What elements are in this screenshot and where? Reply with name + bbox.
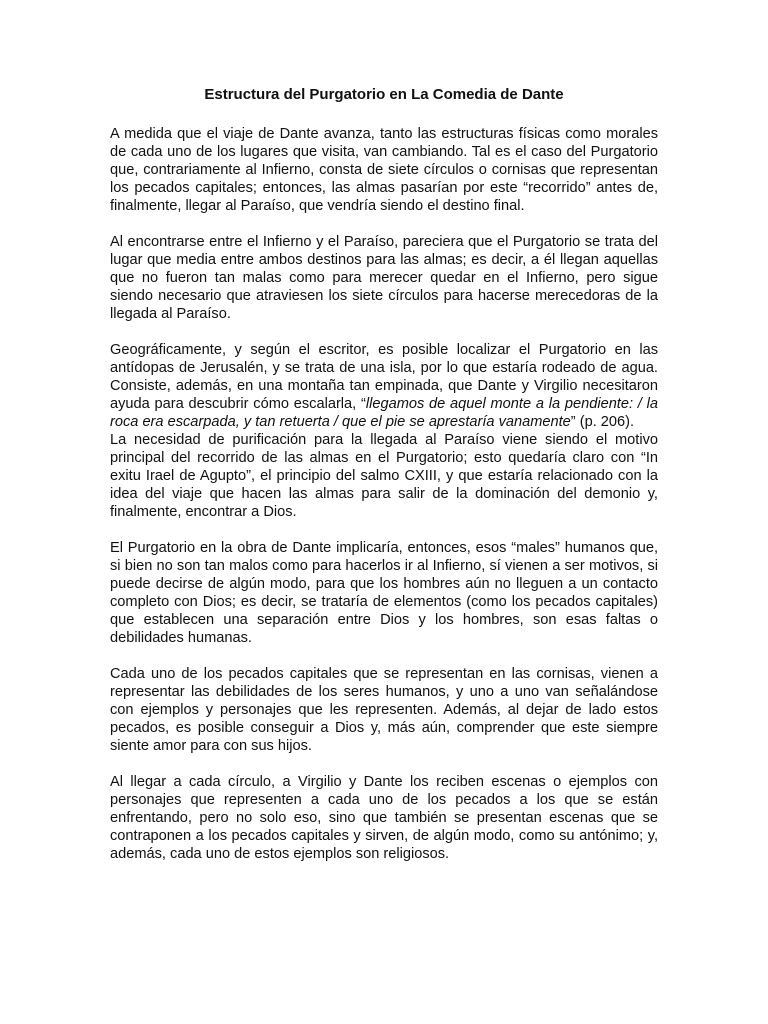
paragraph-2: Al encontrarse entre el Infierno y el Paraíso, pareciera que el Purgatorio se trata del lugar que media entre ambos destinos para las almas; es decir, a él llegan aquellas que no fueron tan malas como para merecer quedar en el Infierno, pero sigue siendo necesario que atraviesen los siete círculos para hacerse merecedoras de la llegada al Paraíso.	[110, 234, 658, 322]
paragraph-3-citation: ” (p. 206).	[570, 414, 635, 430]
paragraph-6: Cada uno de los pecados capitales que se representan en las cornisas, vienen a representar las debilidades de los seres humanos, y uno a uno van señalándose con ejemplos y personajes que les representen. Además, al dejar de lado estos pecados, es posible conseguir a Dios y, más aún, comprender que este siempre siente amor para con sus hijos.	[110, 666, 658, 754]
paragraph-4: La necesidad de purificación para la llegada al Paraíso viene siendo el motivo principal del recorrido de las almas en el Purgatorio; esto quedaría claro con “In exitu Irael de Agupto”, el principio del salmo CXIII, y que estaría relacionado con la idea del viaje que hacen las almas para salir de la dominación del demonio y, finalmente, encontrar a Dios.	[110, 432, 658, 520]
paragraph-5: El Purgatorio en la obra de Dante implicaría, entonces, esos “males” humanos que, si bien no son tan malos como para hacerlos ir al Infierno, sí vienen a ser motivos, si puede decirse de algún modo, para que los hombres aún no lleguen a un contacto completo con Dios; es decir, se trataría de elementos (como los pecados capitales) que establecen una separación entre Dios y los hombres, son esas faltas o debilidades humanas.	[110, 540, 658, 646]
paragraph-3-quote: llegamos de aquel monte a la pendiente: / la roca era escarpada, y tan retuerta / que el pie se aprestaría vanamente	[110, 396, 658, 430]
paragraph-1: A medida que el viaje de Dante avanza, tanto las estructuras físicas como morales de cada uno de los lugares que visita, van cambiando. Tal es el caso del Purgatorio que, contrariamente al Infierno, consta de siete círculos o cornisas que representan los pecados capitales; entonces, las almas pasarían por este “recorrido” antes de, finalmente, llegar al Paraíso, que vendría siendo el destino final.	[110, 126, 658, 214]
paragraph-3	[110, 341, 658, 431]
document-title: Estructura del Purgatorio en La Comedia de Dante	[204, 86, 564, 103]
document-body	[110, 125, 658, 881]
paragraph-7: Al llegar a cada círculo, a Virgilio y Dante los reciben escenas o ejemplos con personajes que representen a cada uno de los pecados a los que se están enfrentando, pero no solo eso, sino que también se presentan escenas que se contraponen a los pecados capitales y sirven, de algún modo, como su antónimo; y, además, cada uno de estos ejemplos son religiosos.	[110, 774, 658, 862]
paragraph-3-text: Geográficamente, y según el escritor, es posible localizar el Purgatorio en las antídopas de Jerusalén, y se trata de una isla, por lo que estaría rodeado de agua. Consiste, además, en una montaña tan empinada, que Dante y Virgilio necesitaron ayuda para descubrir cómo escalarla, “	[110, 342, 658, 412]
